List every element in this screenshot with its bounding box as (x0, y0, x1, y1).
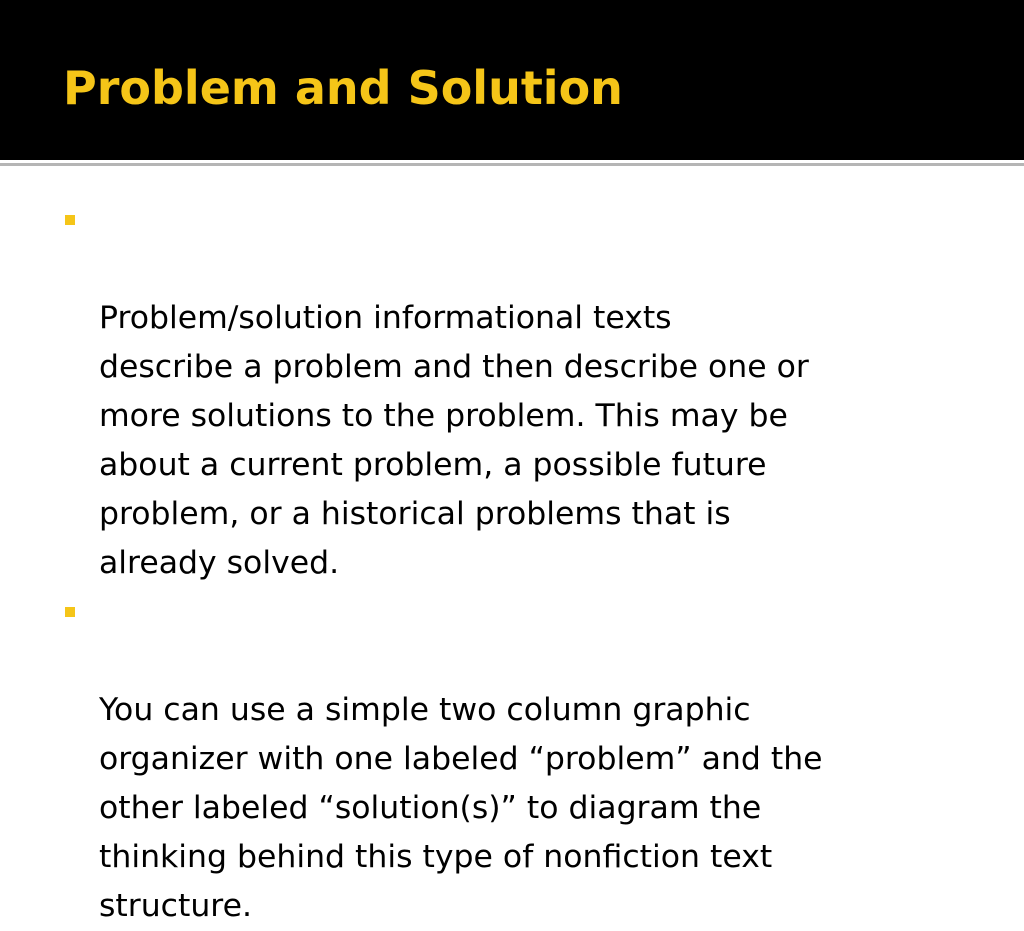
bullet-text: You can use a simple two column graphic organizer with one labeled “problem” and the other labeled “solution(s)” to diagram the thinking behind this type of nonfiction text structure. (99, 692, 823, 924)
bullet-item (62, 196, 982, 588)
square-bullet-icon (65, 607, 75, 617)
title-bar (0, 0, 1024, 160)
title-divider-line (0, 163, 1024, 166)
bullet-text: Problem/solution informational texts describe a problem and then describe one or more solutions to the problem. This may be about a current problem, a possible future problem, or a historical problems that is already solved. (99, 300, 809, 581)
slide-title: Problem and Solution (63, 61, 623, 115)
bullet-item (62, 588, 982, 931)
square-bullet-icon (65, 215, 75, 225)
bullet-list (62, 196, 982, 931)
